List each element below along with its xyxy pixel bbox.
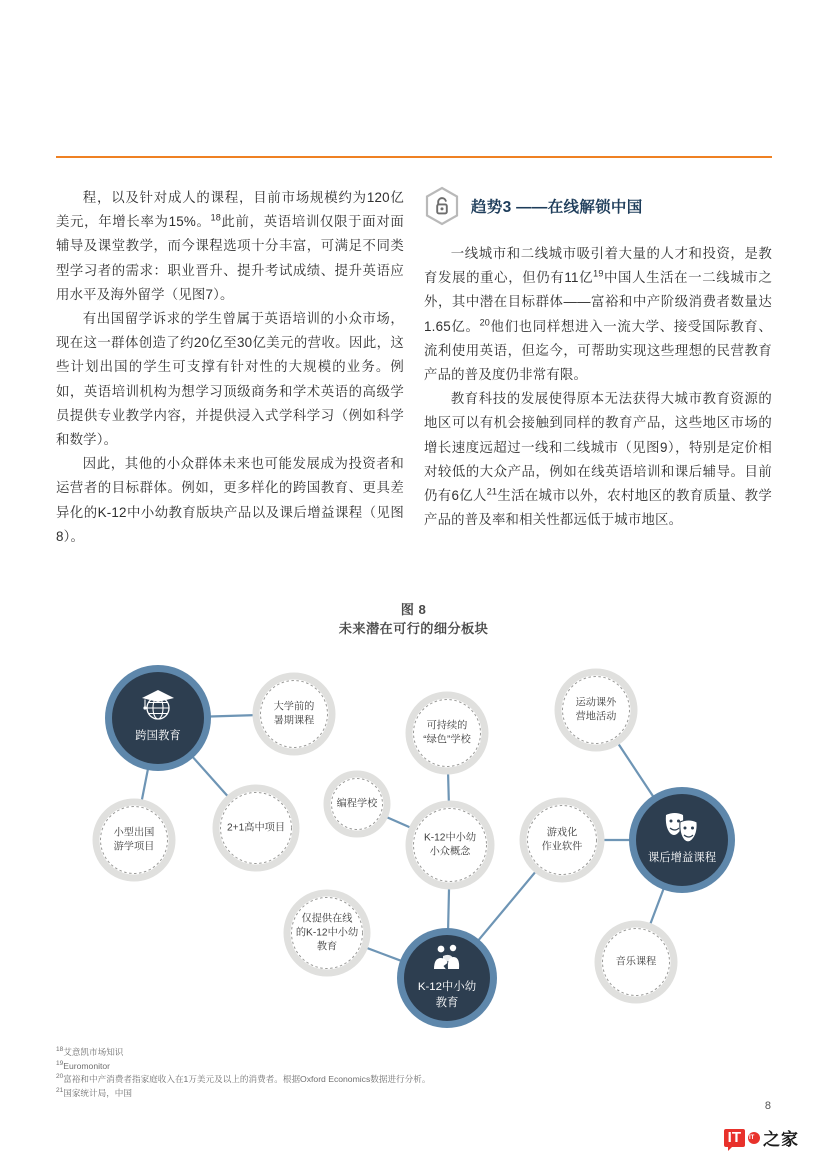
paragraph: 一线城市和二线城市吸引着大量的人才和投资，是教育发展的重心，但仍有11亿$^{19}$中国人生活在一二线城市之外，其中潜在目标群体——富裕和中产阶级消费者数量达1.65亿。$^{20}$他们也同样想进入一流大学、接受国际教育、流利使用英语，但迄今，可帮助实现这些理想的民营教育产品的普及度仍非常有限。 (424, 246, 773, 383)
node-label: K-12中小幼 (417, 981, 477, 994)
node-label: 游戏化 (546, 827, 578, 839)
diagram-connector (384, 816, 414, 829)
it-home-logo (724, 1125, 799, 1150)
node-k12-niche-concept[interactable] (409, 804, 491, 886)
footnote-item: $^{19}$Euromonitor (56, 1059, 111, 1071)
diagram-connector (649, 889, 664, 928)
node-label: 游学项目 (113, 841, 155, 853)
node-label: 可持续的 (426, 720, 468, 732)
node-label: 的K-12中小幼 (295, 927, 359, 939)
node-label: 课后增益课程 (647, 852, 717, 864)
diagram-connector (210, 715, 257, 716)
footnote-ref: 19 (593, 268, 604, 279)
footnote-item: $^{18}$艾意凯市场知识 (56, 1046, 124, 1057)
node-label: 仅提供在线 (301, 913, 353, 925)
node-music-course[interactable] (598, 924, 674, 1000)
logo-wordmark: 之家 (763, 1130, 799, 1150)
diagram-connector (448, 885, 449, 929)
node-label: 2+1高中项目 (226, 822, 286, 834)
node-label: 教育 (316, 941, 338, 953)
node-label: “绿色”学校 (423, 734, 471, 746)
figure-caption: 未来潜在可行的细分板块 (338, 621, 489, 636)
node-coding-school[interactable] (327, 774, 387, 834)
paragraph: 因此，其他的小众群体未来也可能发展成为投资者和运营者的目标群体。例如，更多样化的跨国教育、更具差异化的K-12中小幼教育版块产品以及课后增益课程（见图8）。 (56, 456, 404, 544)
node-label: 编程学校 (336, 798, 378, 810)
node-label: 大学前的 (273, 701, 315, 713)
node-label: 暑期课程 (273, 715, 315, 727)
node-label: K-12中小幼 (423, 832, 477, 844)
left-text-column (56, 186, 404, 549)
logo-mark: IT (724, 1129, 745, 1147)
figure-title (0, 600, 827, 638)
section-heading (424, 186, 772, 226)
diagram-connector (616, 741, 653, 797)
node-label: 音乐课程 (615, 956, 657, 968)
node-label: 小众概念 (429, 846, 471, 858)
node-sports-camp[interactable] (558, 672, 634, 748)
diagram-connector (364, 947, 402, 961)
node-label: 作业软件 (541, 841, 583, 853)
node-label: 营地活动 (575, 711, 617, 723)
footnote-ref: 20 (479, 317, 490, 328)
footnote-item: $^{21}$国家统计局，中国 (56, 1086, 132, 1098)
unlock-hexagon-icon (424, 186, 460, 226)
node-green-school[interactable] (409, 695, 485, 771)
diagram-connector (478, 869, 537, 940)
hub-afterschool[interactable] (629, 787, 735, 893)
node-label: 跨国教育 (135, 730, 181, 742)
diagram-connector (141, 769, 148, 804)
footnote-ref: 18 (210, 212, 221, 223)
diagram-connector (448, 770, 449, 805)
node-online-only-k12[interactable] (287, 893, 367, 973)
figure-8-diagram (60, 648, 800, 1052)
node-2plus1-highschool[interactable] (216, 788, 296, 868)
page-number: 8 (764, 1100, 771, 1112)
hub-transnational[interactable] (105, 665, 211, 771)
paragraph: 有出国留学诉求的学生曾属于英语培训的小众市场，现在这一群体创造了约20亿至30亿美元的营收。因此，这些计划出国的学生可支撑有针对性的大规模的业务。例如，英语培训机构为想学习顶级商务和学术英语的高级学员提供专业教学内容，并提供浸入式学科学习（例如科学和数学）。 (56, 311, 404, 448)
diagram-connector (193, 757, 230, 799)
node-pre-university-summer[interactable] (256, 676, 332, 752)
section-title: 趋势3 ——在线解锁中国 (471, 199, 643, 216)
footnotes (56, 1046, 756, 1100)
hub-k12[interactable] (397, 928, 497, 1028)
node-label: 小型出国 (113, 827, 155, 839)
node-label: 运动课外 (575, 697, 617, 709)
header-rule (56, 156, 772, 158)
node-small-study-tour[interactable] (96, 802, 172, 878)
node-gamified-homework[interactable] (523, 801, 601, 879)
footnote-item: $^{20}$富裕和中产消费者指家庭收入在1万美元及以上的消费者。根据Oxford Economics数据进行分析。 (56, 1073, 431, 1085)
paragraph: 程，以及针对成人的课程，目前市场规模约为120亿美元，年增长率为15%。$^{18}$此前，英语培训仅限于面对面辅导及课堂教学，而今课程选项十分丰富，可满足不同类型学习者的需求：职业晋升、提升考试成绩、提升英语应用水平及海外留学（见图7）。 (56, 190, 404, 302)
diagram-canvas (60, 648, 800, 1052)
node-label: 教育 (435, 996, 459, 1009)
right-text-column (424, 186, 772, 532)
paragraph: 教育科技的发展使得原本无法获得大城市教育资源的地区可以有机会接触到同样的教育产品，这些地区市场的增长速度远超过一线和二线城市（见图9），特别是定价相对较低的大众产品，例如在线英语培训和课后辅导。目前仍有6亿人$^{21}$生活在城市以外，农村地区的教育质量、教学产品的普及率和相关性都远低于城市地区。 (424, 391, 772, 528)
logo-badge-icon (748, 1132, 760, 1144)
figure-number: 图 8 (400, 602, 427, 617)
footnote-ref: 21 (486, 486, 498, 497)
